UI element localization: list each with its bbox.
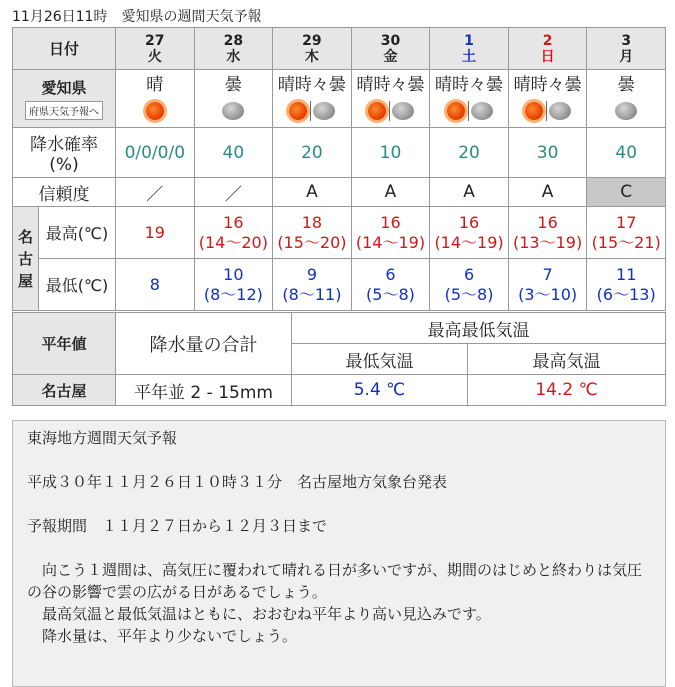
- weather-icons: [195, 98, 273, 124]
- max-temp-cell: 16 (14～20): [194, 207, 273, 259]
- weather-cell: 晴時々曇: [273, 70, 352, 128]
- cloud-icon: [313, 102, 335, 120]
- weather-row: [13, 70, 666, 128]
- precip-value: 0/0/0/0: [116, 128, 195, 178]
- region-cell: [13, 70, 116, 128]
- cloud-icon: [549, 102, 571, 120]
- day-header: 3 月: [587, 28, 666, 70]
- page-header: [12, 6, 261, 26]
- max-temp-header: 最高気温: [468, 344, 666, 375]
- cloud-icon: [222, 102, 244, 120]
- page-title: 愛知県の週間天気予報: [121, 9, 262, 25]
- sun-icon: [447, 102, 465, 120]
- bulletin-paragraph: 向こう１週間は、高気圧に覆われて晴れる日が多いですが、期間のはじめと終わりは気圧の谷の影響で雲の広がる日があるでしょう。: [27, 561, 643, 601]
- weather-icons: [352, 98, 430, 124]
- normals-city: 名古屋: [13, 375, 116, 406]
- min-temp-cell: 8: [116, 259, 195, 311]
- precip-value: 30: [508, 128, 587, 178]
- weather-icons: [587, 98, 665, 124]
- weekly-forecast-table: [12, 27, 666, 311]
- reliability-value: ／: [194, 178, 273, 207]
- max-temp-label: 最高(℃): [39, 207, 116, 259]
- max-temp-cell: 19: [116, 207, 195, 259]
- bulletin-period: 予報期間 １１月２７日から１２月３日まで: [27, 517, 328, 535]
- weather-cell: 晴: [116, 70, 195, 128]
- day-header: 28 水: [194, 28, 273, 70]
- day-header: 29 木: [273, 28, 352, 70]
- sun-icon: [289, 102, 307, 120]
- weather-cell: 晴時々曇: [351, 70, 430, 128]
- precip-value: 20: [430, 128, 509, 178]
- day-header: 27 火: [116, 28, 195, 70]
- weather-icons: [509, 98, 587, 124]
- reliability-label: 信頼度: [13, 178, 116, 207]
- max-temp-cell: 16 (14～19): [430, 207, 509, 259]
- day-header: 30 金: [351, 28, 430, 70]
- prefecture-forecast-link[interactable]: 府県天気予報へ: [25, 101, 103, 120]
- min-temp-cell: 11 (6～13): [587, 259, 666, 311]
- reliability-value: A: [273, 178, 352, 207]
- normals-heading: 平年値: [13, 313, 116, 375]
- normals-table: [12, 312, 666, 406]
- bulletin-body: [27, 559, 651, 647]
- max-temp-cell: 17 (15～21): [587, 207, 666, 259]
- temp-title: 最高最低気温: [292, 313, 666, 344]
- precip-value: 40: [587, 128, 666, 178]
- separator: [468, 101, 469, 121]
- weather-icons: [430, 98, 508, 124]
- min-temp-label: 最低(℃): [39, 259, 116, 311]
- reliability-value: A: [430, 178, 509, 207]
- day-header: 1 土: [430, 28, 509, 70]
- reliability-value: C: [587, 178, 666, 207]
- precip-total-label: 降水量の合計: [116, 313, 292, 375]
- reliability-value: ／: [116, 178, 195, 207]
- max-temp-normal: 14.2 ℃: [468, 375, 666, 406]
- precip-value: 40: [194, 128, 273, 178]
- max-temp-cell: 16 (14～19): [351, 207, 430, 259]
- sun-icon: [146, 102, 164, 120]
- separator: [389, 101, 390, 121]
- weather-cell: 曇: [587, 70, 666, 128]
- precip-normal-value: 平年並 2 - 15mm: [116, 375, 292, 406]
- date-label: 日付: [13, 28, 116, 70]
- sun-icon: [368, 102, 386, 120]
- separator: [310, 101, 311, 121]
- separator: [546, 101, 547, 121]
- bulletin-issued: 平成３０年１１月２６日１０時３１分 名古屋地方気象台発表: [27, 473, 448, 491]
- date-row: [13, 28, 666, 70]
- issue-datetime: 11月26日11時: [12, 9, 108, 25]
- reliability-value: A: [351, 178, 430, 207]
- min-temp-row: [13, 259, 666, 311]
- min-temp-cell: 9 (8～11): [273, 259, 352, 311]
- bulletin-paragraph: 最高気温と最低気温はともに、おおむね平年より高い見込みです。: [27, 605, 491, 623]
- precip-value: 10: [351, 128, 430, 178]
- max-temp-cell: 16 (13～19): [508, 207, 587, 259]
- bulletin-paragraph: 降水量は、平年より少ないでしょう。: [27, 627, 298, 645]
- precip-value: 20: [273, 128, 352, 178]
- reliability-value: A: [508, 178, 587, 207]
- reliability-row: [13, 178, 666, 207]
- bulletin-title: 東海地方週間天気予報: [27, 429, 178, 447]
- cloud-icon: [615, 102, 637, 120]
- forecast-bulletin: [12, 420, 666, 687]
- weather-cell: 曇: [194, 70, 273, 128]
- city-label: 名 古 屋: [13, 207, 39, 311]
- weather-cell: 晴時々曇: [508, 70, 587, 128]
- precip-label: 降水確率 (%): [13, 128, 116, 178]
- min-temp-cell: 6 (5～8): [351, 259, 430, 311]
- weather-icons: [116, 98, 194, 124]
- min-temp-cell: 10 (8～12): [194, 259, 273, 311]
- cloud-icon: [471, 102, 493, 120]
- min-temp-header: 最低気温: [292, 344, 468, 375]
- min-temp-cell: 6 (5～8): [430, 259, 509, 311]
- sun-icon: [525, 102, 543, 120]
- region-label: 愛知県: [41, 79, 87, 97]
- cloud-icon: [392, 102, 414, 120]
- precip-row: [13, 128, 666, 178]
- weather-icons: [273, 98, 351, 124]
- min-temp-normal: 5.4 ℃: [292, 375, 468, 406]
- weather-cell: 晴時々曇: [430, 70, 509, 128]
- day-header: 2 日: [508, 28, 587, 70]
- max-temp-row: [13, 207, 666, 259]
- min-temp-cell: 7 (3～10): [508, 259, 587, 311]
- max-temp-cell: 18 (15～20): [273, 207, 352, 259]
